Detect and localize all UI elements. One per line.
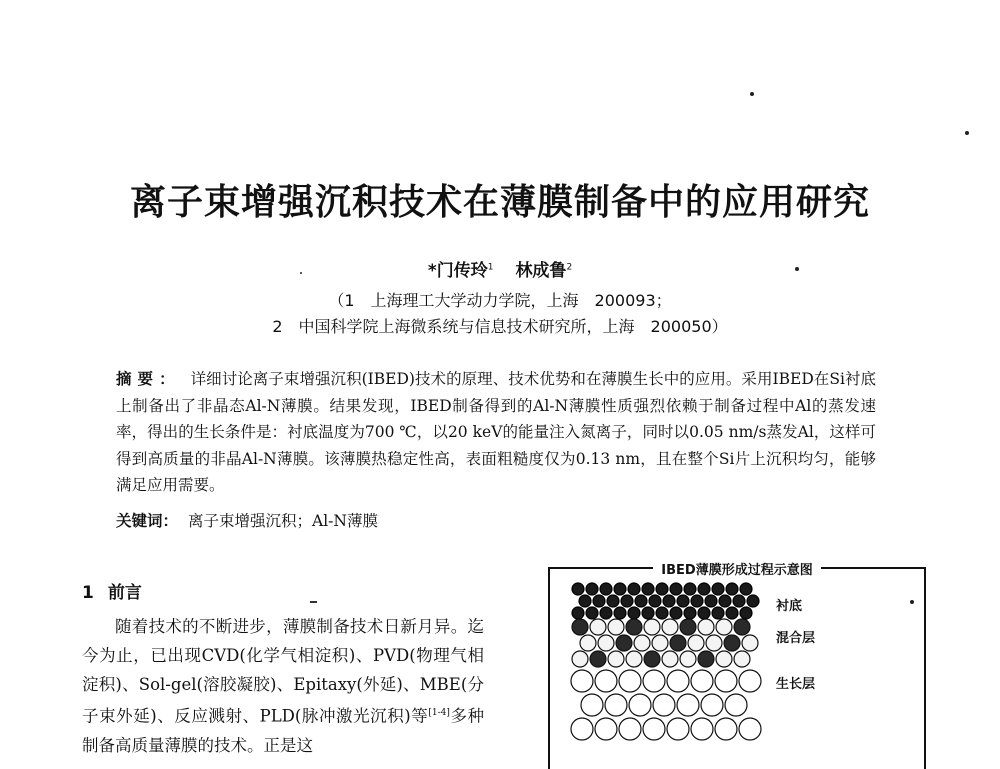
mixed-layer-atom [680,619,696,635]
mixed-layer-atom [716,651,732,667]
substrate-atom [614,607,626,619]
substrate-atom [656,607,668,619]
mixed-layer-atom [644,651,660,667]
growth-layer-atom [605,694,627,716]
growth-layer-atom [677,694,699,716]
substrate-atom [726,607,738,619]
intro-text-tail: 多种制备高质量薄膜的技术。正是这 [82,706,484,755]
section-number: 1 [82,583,94,603]
abstract-block [116,366,876,499]
substrate-atom [712,607,724,619]
section-title: 前言 [107,583,142,603]
corresponding-mark: * [427,261,437,281]
label-substrate: 衬底 [776,599,803,614]
substrate-atom [663,595,675,607]
citation-ref: [1-4] [428,708,450,718]
growth-layer-atom [629,694,651,716]
mixed-layer-atom [734,619,750,635]
scan-speck [300,272,302,274]
growth-layer-atom [595,670,617,692]
substrate-atom [628,583,640,595]
author-line [0,256,1000,281]
substrate-atom [635,595,647,607]
mixed-layer-atom [626,619,642,635]
growth-layer-atom [667,718,689,740]
substrate-atom [642,583,654,595]
mixed-layer-atom [662,651,678,667]
intro-text: 随着技术的不断进步，薄膜制备技术日新月异。迄今为止，已出现CVD(化学气相淀积)、PVD(物理气相淀积)、Sol-gel(溶胶凝胶)、Epitaxy(外延)、MBE(分子束外延)、反应溅射、PLD(脉冲激光沉积)等 [82,617,484,726]
substrate-atom [670,583,682,595]
mixed-layer-atom [688,635,704,651]
growth-layer-atom [715,718,737,740]
growth-layer-atom [619,670,641,692]
mixed-layer-atom [598,635,614,651]
substrate-atom [684,583,696,595]
mixed-layer-atom [706,635,722,651]
substrate-atom [747,595,759,607]
author-2-affil-index: 2 [566,262,573,273]
mixed-layer-atom [680,651,696,667]
substrate-atom [649,595,661,607]
mixed-layer-atom [634,635,650,651]
substrate-atom [670,607,682,619]
mixed-layer-atom [608,619,624,635]
affiliation-2: 2 中国科学院上海微系统与信息技术研究所，上海 200050） [272,317,728,336]
mixed-layer-atom [670,635,686,651]
growth-layer-atom [667,670,689,692]
substrate-atom [607,595,619,607]
figure-title: IBED薄膜形成过程示意图 [653,563,820,578]
mixed-layer-atom [724,635,740,651]
scan-speck [965,131,969,135]
growth-layer-atom [739,718,761,740]
substrate-atom [677,595,689,607]
mixed-layer-atom [590,619,606,635]
mixed-layer-atom [698,619,714,635]
substrate-atom [614,583,626,595]
label-mixed-layer: 混合层 [776,631,816,646]
paper-title: 离子束增强沉积技术在薄膜制备中的应用研究 [129,182,870,223]
scan-speck [910,600,914,604]
abstract-label: 摘要： [116,370,181,388]
growth-layer-atom [619,718,641,740]
substrate-atom [733,595,745,607]
substrate-atom [621,595,633,607]
growth-layer-atom [581,694,603,716]
mixed-layer-atom [698,651,714,667]
growth-layer-atom [595,718,617,740]
growth-layer-atom [725,694,747,716]
substrate-atom [586,583,598,595]
mixed-layer-atom [734,651,750,667]
growth-layer-atom [691,670,713,692]
growth-layer-atom [571,670,593,692]
growth-layer-atom [691,718,713,740]
substrate-atom [698,583,710,595]
substrate-atom [600,583,612,595]
mixed-layer-atom [572,619,588,635]
mixed-layer-atom [580,635,596,651]
substrate-atom [740,607,752,619]
substrate-atom [705,595,717,607]
substrate-atom [712,583,724,595]
substrate-atom [656,583,668,595]
substrate-atom [684,607,696,619]
film-growth-schematic [568,581,768,757]
substrate-atom [579,595,591,607]
mixed-layer-atom [608,651,624,667]
figure-box [548,563,926,769]
substrate-atom [593,595,605,607]
substrate-atom [719,595,731,607]
substrate-atom [642,607,654,619]
growth-layer-atom [571,718,593,740]
affiliation-1: （1 上海理工大学动力学院，上海 200093； [328,291,672,310]
mixed-layer-atom [644,619,660,635]
scan-speck [750,92,754,96]
mixed-layer-atom [716,619,732,635]
mixed-layer-atom [742,635,758,651]
scan-speck [795,267,799,271]
mixed-layer-atom [616,635,632,651]
growth-layer-atom [715,670,737,692]
substrate-atom [586,607,598,619]
substrate-atom [572,607,584,619]
substrate-atom [600,607,612,619]
section-heading [82,578,142,603]
mixed-layer-atom [590,651,606,667]
keywords-text: 离子束增强沉积；Al-N薄膜 [188,512,378,530]
author-1-name: 门传玲 [436,261,488,281]
label-growth-layer: 生长层 [776,677,816,692]
author-2-name: 林成鲁 [515,261,567,281]
substrate-atom [740,583,752,595]
intro-paragraph [82,612,484,760]
substrate-atom [572,583,584,595]
mixed-layer-atom [652,635,668,651]
keywords-line [116,509,378,531]
substrate-atom [726,583,738,595]
author-1-affil-index: 1 [487,262,494,273]
growth-layer-atom [739,670,761,692]
growth-layer-atom [701,694,723,716]
growth-layer-atom [653,694,675,716]
mixed-layer-atom [572,651,588,667]
mixed-layer-atom [626,651,642,667]
substrate-atom [691,595,703,607]
growth-layer-atom [643,718,665,740]
mixed-layer-atom [662,619,678,635]
growth-layer-atom [643,670,665,692]
abstract-text: 详细讨论离子束增强沉积(IBED)技术的原理、技术优势和在薄膜生长中的应用。采用IBED在Si衬底上制备出了非晶态Al-N薄膜。结果发现，IBED制备得到的Al-N薄膜性质强烈依赖于制备过程中Al的蒸发速率，得出的生长条件是：衬底温度为700 ℃，以20 keV的能量注入氮离子，同时以0.05 nm/s蒸发Al，这样可得到高质量的非晶Al-N薄膜。该薄膜热稳定性高，表面粗糙度仅为0.13 nm，且在整个Si片上沉积均匀，能够满足应用需要。 [116,370,876,494]
substrate-atom [698,607,710,619]
scan-mark [310,601,317,603]
keywords-label: 关键词： [116,512,179,530]
substrate-atom [628,607,640,619]
